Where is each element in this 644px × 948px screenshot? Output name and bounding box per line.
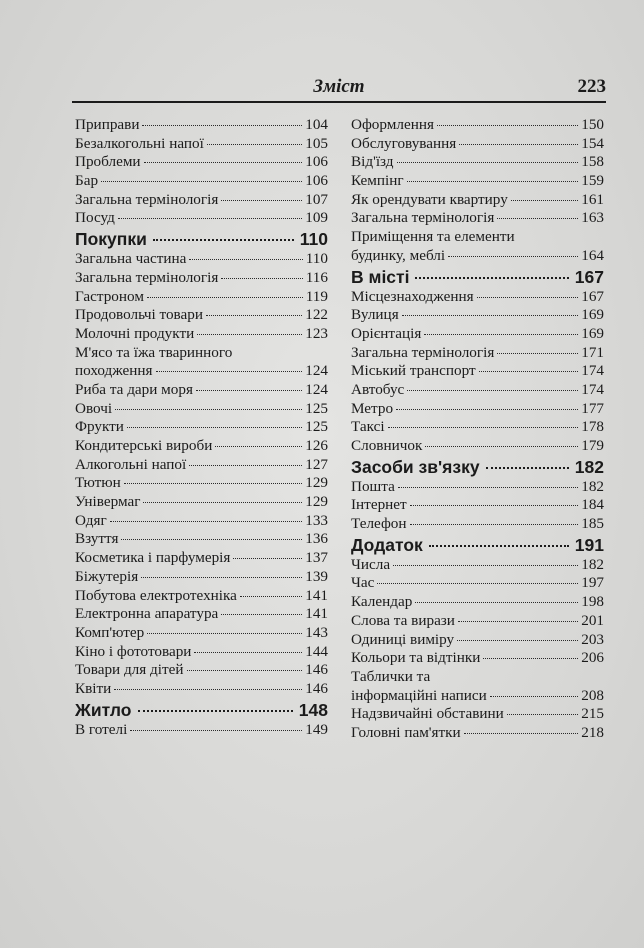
dot-leader	[130, 730, 302, 731]
toc-entry	[75, 493, 328, 512]
toc-page-number: 107	[305, 190, 328, 208]
toc-entry-label: Календар	[351, 593, 413, 611]
toc-entry	[351, 325, 604, 344]
toc-entry-label: Головні пам'ятки	[351, 723, 461, 741]
toc-entry-label: Словничок	[351, 437, 423, 454]
toc-entry-label: Тютюн	[75, 474, 121, 492]
dot-leader	[233, 558, 302, 559]
dot-leader	[147, 633, 302, 634]
toc-entry-label: Побутова електротехніка	[75, 586, 237, 604]
dot-leader	[110, 521, 303, 522]
toc-page-number: 169	[581, 306, 604, 324]
toc-page-number: 218	[581, 723, 604, 741]
dot-leader	[196, 390, 302, 391]
toc-page-number: 185	[581, 515, 604, 533]
dot-leader	[402, 315, 579, 316]
dot-leader	[437, 125, 578, 126]
dot-leader	[221, 200, 302, 201]
toc-page-number: 163	[581, 209, 604, 227]
dot-leader	[215, 446, 302, 447]
toc-entry-label: Кіно і фототовари	[75, 642, 192, 660]
toc-page-number: 171	[581, 343, 604, 361]
toc-page-number: 125	[305, 418, 328, 436]
toc-entry-label: Косметика і парфумерія	[75, 549, 231, 567]
toc-entry	[351, 381, 604, 400]
toc-entry	[351, 556, 604, 575]
toc-page-number: 124	[305, 362, 328, 380]
toc-section-label: Додаток	[351, 534, 423, 555]
toc-entry-label: Місцезнаходження	[351, 287, 474, 305]
toc-entry	[351, 668, 604, 687]
dot-leader	[377, 583, 578, 584]
dot-leader	[511, 200, 578, 201]
toc-page-number: 116	[305, 268, 328, 286]
toc-page-number: 110	[305, 250, 328, 268]
toc-entry-label: Оформлення	[351, 116, 434, 133]
dot-leader	[497, 353, 578, 354]
toc-page-number: 178	[581, 418, 604, 436]
toc-page-number: 154	[581, 134, 604, 152]
toc-entry	[75, 624, 328, 643]
toc-page-number: 129	[305, 474, 328, 492]
dot-leader	[393, 565, 578, 566]
toc-page-number: 148	[298, 699, 328, 720]
dot-leader	[143, 502, 302, 503]
toc-entry-label: будинку, меблі	[351, 246, 446, 264]
toc-entry	[75, 418, 328, 437]
toc-entry-label: Обслуговування	[351, 134, 457, 152]
toc-page-number: 149	[305, 720, 328, 738]
toc-entry	[75, 344, 328, 363]
toc-entry-label: Час	[351, 574, 375, 592]
toc-entry-label: Універмаг	[75, 493, 141, 511]
dot-leader	[448, 256, 578, 257]
dot-leader	[207, 144, 302, 145]
toc-entry-label: Числа	[351, 555, 391, 573]
toc-section-label: Засоби зв'язку	[351, 456, 480, 477]
dot-leader	[457, 640, 578, 641]
toc-entry-label: В готелі	[75, 720, 128, 738]
toc-section-entry	[351, 266, 604, 288]
toc-entry	[351, 288, 604, 307]
dot-leader	[141, 577, 302, 578]
toc-page-number: 146	[305, 679, 328, 697]
toc-section-label: В місті	[351, 266, 410, 287]
toc-entry-label: Таксі	[351, 418, 385, 436]
toc-entry	[351, 437, 604, 456]
dot-leader	[397, 162, 579, 163]
toc-section-label: Покупки	[75, 229, 147, 250]
toc-page-number: 122	[305, 306, 328, 324]
toc-entry	[75, 437, 328, 456]
toc-page-number: 123	[305, 324, 328, 342]
toc-entry	[75, 400, 328, 419]
dot-leader	[124, 483, 302, 484]
toc-entry	[75, 306, 328, 325]
dot-leader	[407, 390, 578, 391]
toc-entry-label: інформаційні написи	[351, 686, 487, 704]
toc-page-number: 206	[581, 649, 604, 667]
toc-left-column	[75, 116, 328, 739]
toc-entry	[75, 587, 328, 606]
toc-entry	[351, 172, 604, 191]
page-header	[72, 74, 606, 100]
toc-page-number: 146	[305, 661, 328, 679]
toc-entry	[351, 344, 604, 363]
toc-entry-label: М'ясо та їжа тваринного	[75, 343, 233, 361]
toc-entry	[75, 135, 328, 154]
toc-entry	[75, 116, 328, 135]
toc-entry-label: Кольори та відтінки	[351, 649, 481, 667]
toc-page-number: 191	[574, 534, 604, 555]
toc-entry-label: Приправи	[75, 116, 140, 133]
toc-entry	[75, 250, 328, 269]
toc-entry-label: Риба та дари моря	[75, 380, 193, 398]
toc-entry	[75, 325, 328, 344]
toc-entry	[75, 288, 328, 307]
toc-entry-label: Товари для дітей	[75, 661, 184, 679]
toc-section-entry	[351, 534, 604, 556]
toc-page-number: 109	[305, 209, 328, 227]
toc-entry-label: Телефон	[351, 515, 407, 533]
toc-entry	[351, 631, 604, 650]
dot-leader	[398, 487, 578, 488]
dot-leader	[240, 596, 302, 597]
toc-entry	[75, 191, 328, 210]
toc-page-number: 141	[305, 605, 328, 623]
toc-entry-label: Приміщення та елементи	[351, 228, 515, 246]
toc-entry	[351, 400, 604, 419]
toc-entry-label: Інтернет	[351, 496, 407, 514]
toc-entry	[351, 418, 604, 437]
toc-entry-label: Взуття	[75, 530, 119, 548]
toc-page-number: 169	[581, 324, 604, 342]
toc-entry-label: Метро	[351, 399, 394, 417]
toc-page-number: 110	[299, 229, 328, 250]
toc-entry-label: Одяг	[75, 511, 107, 529]
toc-entry-label: Загальна частина	[75, 250, 187, 268]
toc-entry-label: Молочні продукти	[75, 324, 195, 342]
toc-page-number: 106	[305, 172, 328, 190]
toc-page-number: 127	[305, 455, 328, 473]
toc-entry	[351, 362, 604, 381]
toc-entry-label: Фрукти	[75, 418, 124, 436]
toc-entry	[351, 593, 604, 612]
toc-page-number: 125	[305, 399, 328, 417]
toc-entry	[351, 574, 604, 593]
toc-entry	[351, 135, 604, 154]
toc-entry	[351, 209, 604, 228]
toc-entry	[75, 568, 328, 587]
toc-entry	[351, 649, 604, 668]
toc-entry-label: Загальна термінологія	[75, 190, 219, 208]
toc-entry-label: Як орендувати квартиру	[351, 190, 508, 208]
toc-page-number: 158	[581, 153, 604, 171]
toc-entry	[75, 512, 328, 531]
toc-entry-label: Квіти	[75, 679, 112, 697]
dot-leader	[187, 670, 303, 671]
toc-page-number: 150	[581, 116, 604, 133]
dot-leader	[127, 427, 302, 428]
toc-page-number: 104	[305, 116, 328, 133]
toc-entry	[351, 153, 604, 172]
toc-section-entry	[75, 699, 328, 721]
toc-entry-label: Безалкогольні напої	[75, 134, 204, 152]
toc-entry-label: Міський транспорт	[351, 362, 476, 380]
toc-page-number: 174	[581, 380, 604, 398]
dot-leader	[147, 297, 303, 298]
dot-leader	[477, 297, 579, 298]
toc-entry	[351, 247, 604, 266]
toc-entry-label: Надзвичайні обставини	[351, 705, 504, 723]
toc-section-entry	[351, 456, 604, 478]
toc-entry	[75, 605, 328, 624]
toc-entry-label: Проблеми	[75, 153, 141, 171]
dot-leader	[415, 277, 568, 279]
toc-entry-label: Продовольчі товари	[75, 306, 203, 324]
dot-leader	[486, 467, 569, 469]
toc-entry-label: Кондитерські вироби	[75, 437, 213, 454]
toc-page-number: 167	[581, 287, 604, 305]
dot-leader	[415, 602, 578, 603]
toc-page-number: 141	[305, 586, 328, 604]
toc-page-number: 208	[581, 686, 604, 704]
toc-entry-label: Вулиця	[351, 306, 399, 324]
toc-entry-label: Орієнтація	[351, 324, 422, 342]
dot-leader	[144, 162, 303, 163]
dot-leader	[459, 144, 578, 145]
toc-page-number: 133	[305, 511, 328, 529]
toc-section-label: Житло	[75, 699, 132, 720]
toc-page-number: 182	[581, 555, 604, 573]
toc-entry-label: походження	[75, 362, 153, 380]
toc-entry-label: Овочі	[75, 399, 113, 417]
toc-entry	[351, 705, 604, 724]
dot-leader	[121, 539, 302, 540]
toc-right-column	[351, 116, 604, 743]
dot-leader	[189, 465, 302, 466]
toc-entry-label: Таблички та	[351, 667, 431, 685]
toc-page-number: 144	[305, 642, 328, 660]
toc-entry	[351, 478, 604, 497]
toc-entry-label: Автобус	[351, 380, 405, 398]
toc-entry	[351, 191, 604, 210]
toc-page-number: 126	[305, 437, 328, 454]
dot-leader	[156, 371, 303, 372]
toc-entry	[75, 721, 328, 740]
toc-page-number: 197	[581, 574, 604, 592]
dot-leader	[479, 371, 579, 372]
toc-entry-label: Алкогольні напої	[75, 455, 187, 473]
dot-leader	[424, 334, 578, 335]
toc-entry	[75, 209, 328, 228]
toc-page-number: 159	[581, 172, 604, 190]
dot-leader	[114, 689, 302, 690]
dot-leader	[429, 545, 569, 547]
toc-entry	[75, 362, 328, 381]
dot-leader	[197, 334, 302, 335]
toc-page-number: 179	[581, 437, 604, 454]
dot-leader	[410, 505, 579, 506]
toc-entry	[75, 680, 328, 699]
page-number: 223	[577, 76, 606, 97]
toc-entry	[351, 116, 604, 135]
toc-entry-label: Загальна термінологія	[351, 209, 495, 227]
toc-entry-label: Від'їзд	[351, 153, 394, 171]
toc-entry	[75, 456, 328, 475]
toc-entry	[75, 153, 328, 172]
toc-entry	[75, 661, 328, 680]
toc-entry-label: Біжутерія	[75, 567, 139, 585]
dot-leader	[142, 125, 302, 126]
toc-page-number: 174	[581, 362, 604, 380]
dot-leader	[194, 652, 302, 653]
toc-entry-label: Загальна термінологія	[75, 268, 219, 286]
toc-entry	[351, 515, 604, 534]
toc-entry-label: Гастроном	[75, 287, 144, 305]
toc-page-number: 119	[305, 287, 328, 305]
toc-entry-label: Одиниці виміру	[351, 630, 455, 648]
dot-leader	[483, 658, 578, 659]
toc-entry	[75, 381, 328, 400]
toc-entry	[351, 228, 604, 247]
dot-leader	[221, 614, 302, 615]
toc-page-number: 139	[305, 567, 328, 585]
toc-entry	[351, 687, 604, 706]
toc-page-number: 182	[574, 456, 604, 477]
dot-leader	[206, 315, 302, 316]
toc-page-number: 177	[581, 399, 604, 417]
dot-leader	[497, 218, 578, 219]
page-title: Зміст	[313, 76, 365, 97]
toc-page-number: 203	[581, 630, 604, 648]
dot-leader	[425, 446, 578, 447]
toc-entry-label: Комп'ютер	[75, 623, 145, 641]
dot-leader	[507, 714, 578, 715]
toc-entry	[75, 172, 328, 191]
dot-leader	[407, 181, 579, 182]
dot-leader	[221, 278, 302, 279]
toc-entry	[351, 612, 604, 631]
dot-leader	[101, 181, 302, 182]
toc-entry	[75, 643, 328, 662]
header-rule	[72, 101, 606, 103]
dot-leader	[410, 524, 579, 525]
dot-leader	[490, 696, 578, 697]
toc-page-number: 137	[305, 549, 328, 567]
toc-section-entry	[75, 228, 328, 250]
toc-page-number: 164	[581, 246, 604, 264]
toc-entry-label: Електронна апаратура	[75, 605, 219, 623]
dot-leader	[388, 427, 579, 428]
dot-leader	[153, 239, 294, 241]
toc-page-number: 167	[574, 266, 604, 287]
toc-entry-label: Загальна термінологія	[351, 343, 495, 361]
toc-page-number: 184	[581, 496, 604, 514]
toc-page-number: 215	[581, 705, 604, 723]
toc-page-number: 129	[305, 493, 328, 511]
toc-entry	[75, 474, 328, 493]
toc-entry-label: Бар	[75, 172, 99, 190]
dot-leader	[138, 710, 293, 712]
dot-leader	[118, 218, 302, 219]
toc-page-number: 182	[581, 477, 604, 495]
toc-entry	[351, 724, 604, 743]
dot-leader	[115, 409, 302, 410]
dot-leader	[189, 259, 302, 260]
toc-entry-label: Кемпінг	[351, 172, 404, 190]
toc-entry-label: Пошта	[351, 477, 395, 495]
toc-page-number: 124	[305, 380, 328, 398]
toc-entry-label: Посуд	[75, 209, 115, 227]
dot-leader	[458, 621, 578, 622]
toc-page-number: 136	[305, 530, 328, 548]
toc-entry	[75, 269, 328, 288]
toc-entry	[75, 549, 328, 568]
toc-entry	[351, 306, 604, 325]
dot-leader	[396, 409, 578, 410]
toc-page-number: 198	[581, 593, 604, 611]
toc-entry-label: Слова та вирази	[351, 611, 455, 629]
toc-page-number: 105	[305, 134, 328, 152]
toc-page-number: 201	[581, 611, 604, 629]
toc-page-number: 161	[581, 190, 604, 208]
toc-entry	[75, 530, 328, 549]
toc-page-number: 143	[305, 623, 328, 641]
toc-page-number: 106	[305, 153, 328, 171]
toc-entry	[351, 496, 604, 515]
dot-leader	[464, 733, 579, 734]
